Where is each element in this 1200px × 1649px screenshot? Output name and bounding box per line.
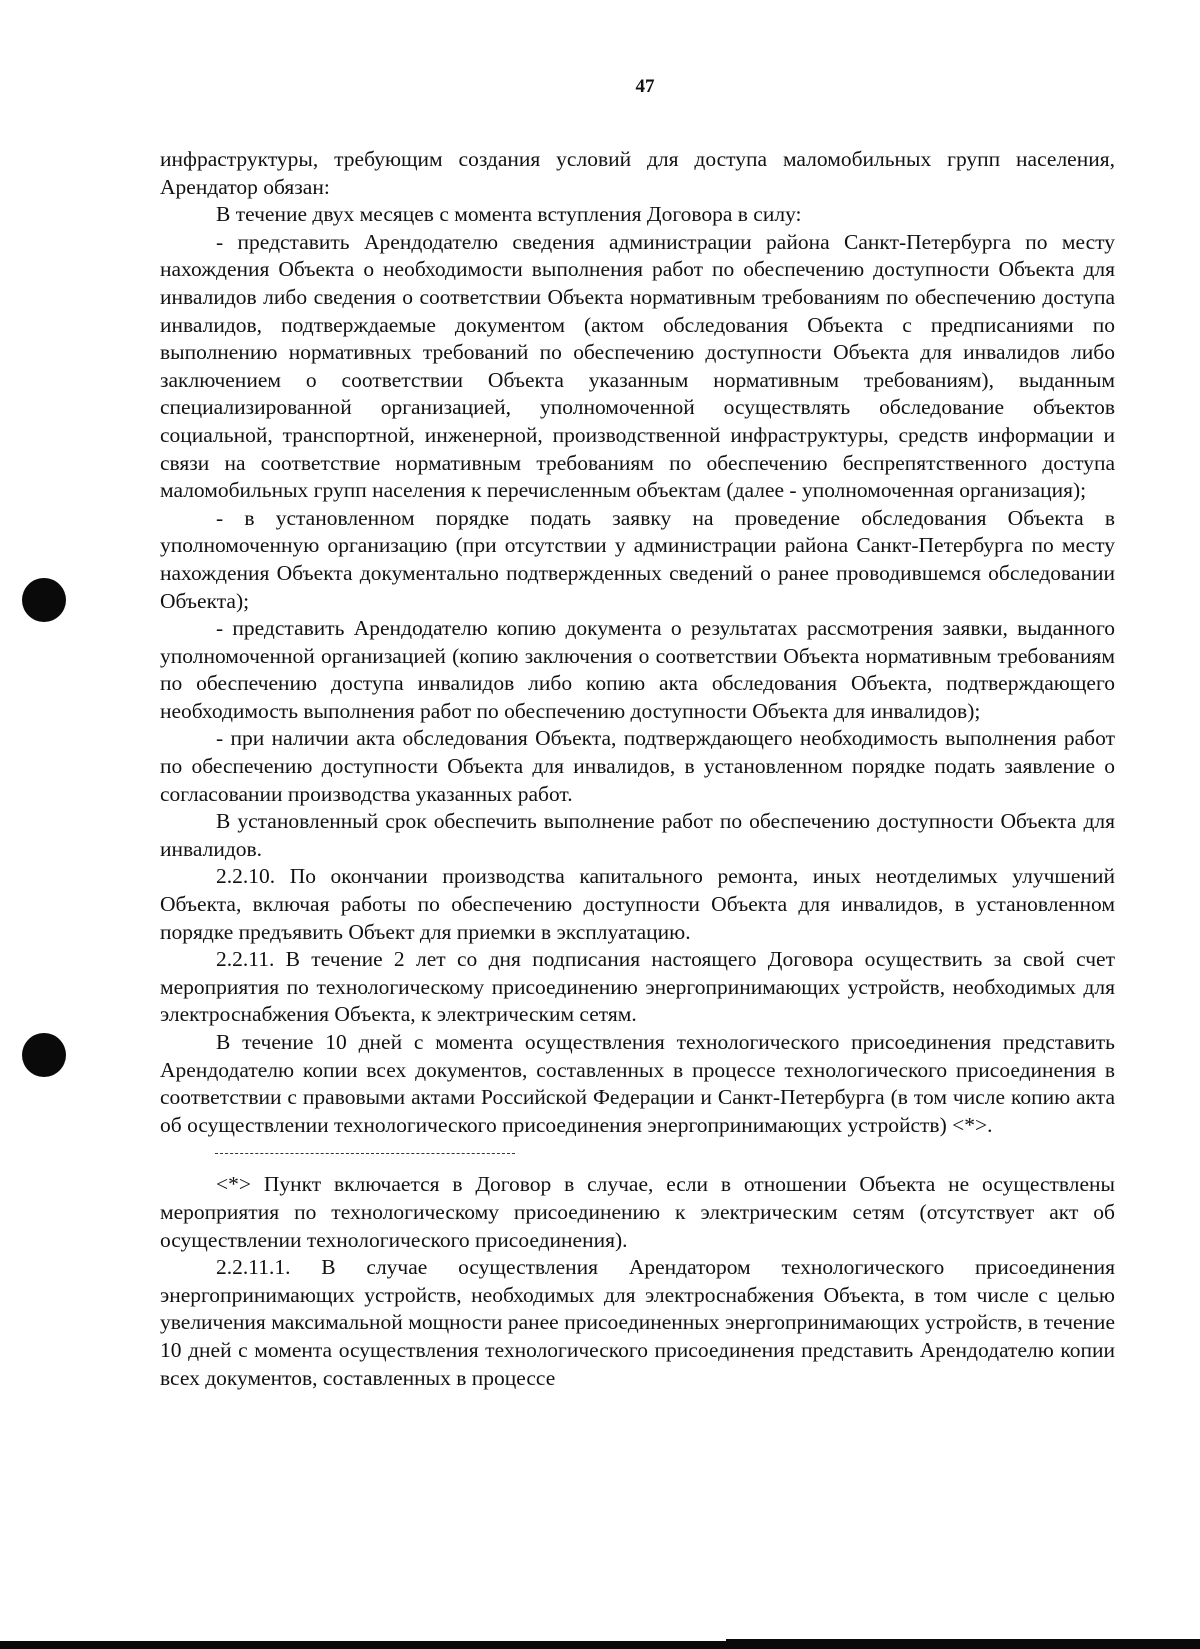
paragraph: инфраструктуры, требующим создания условий для доступа маломобильных групп населения, Арендатор обязан: <box>160 147 1115 199</box>
punch-hole <box>22 1033 66 1077</box>
scan-edge <box>0 1641 1200 1649</box>
paragraph: - в установленном порядке подать заявку на проведение обследования Объекта в уполномоченную организацию (при отсутствии у администрации района Санкт-Петербурга по месту нахождения Объекта документально подтвержденных сведений о ранее проводившемся обследовании Объекта); <box>160 505 1115 613</box>
page-number: 47 <box>635 76 655 97</box>
document-body <box>160 146 1115 1392</box>
paragraph: 2.2.11. В течение 2 лет со дня подписания настоящего Договора осуществить за свой счет мероприятия по технологическому присоединению энергопринимающих устройств, необходимых для электроснабжения Объекта, к электрическим сетям. <box>160 947 1115 1027</box>
paragraph: - представить Арендодателю копию документа о результатах рассмотрения заявки, выданного уполномоченной организацией (копию заключения о соответствии Объекта нормативным требованиям по обеспечению доступа инвалидов либо копию акта обследования Объекта, подтверждающего необходимость выполнения работ по обеспечению доступности Объекта для инвалидов); <box>160 616 1115 723</box>
footnote: <*> Пункт включается в Договор в случае, если в отношении Объекта не осуществлены мероприятия по технологическому присоединению к электрическим сетям (отсутствует акт об осуществлении технологического присоединения). <box>160 1172 1115 1252</box>
paragraph: 2.2.10. По окончании производства капитального ремонта, иных неотделимых улучшений Объекта, включая работы по обеспечению доступности Объекта для инвалидов, в установленном порядке предъявить Объект для приемки в эксплуатацию. <box>160 864 1115 944</box>
paragraph: В течение 10 дней с момента осуществления технологического присоединения представить Арендодателю копии всех документов, составленных в процессе технологического присоединения в соответствии с правовыми актами Российской Федерации и Санкт-Петербурга (в том числе копию акта об осуществлении технологического присоединения энергопринимающих устройств) <*>. <box>160 1030 1115 1137</box>
paragraph: - при наличии акта обследования Объекта, подтверждающего необходимость выполнения работ по обеспечению доступности Объекта для инвалидов, в установленном порядке подать заявление о согласовании производства указанных работ. <box>160 726 1115 806</box>
punch-hole <box>22 578 66 622</box>
paragraph: В установленный срок обеспечить выполнение работ по обеспечению доступности Объекта для инвалидов. <box>160 809 1115 861</box>
paragraph: - представить Арендодателю сведения администрации района Санкт-Петербурга по месту нахождения Объекта о необходимости выполнения работ по обеспечению доступности Объекта для инвалидов либо сведения о соответствии Объекта нормативным требованиям по обеспечению доступа инвалидов, подтверждаемые документом (актом обследования Объекта с предписаниями по выполнению нормативных требований по обеспечению доступности Объекта для инвалидов либо заключением о соответствии Объекта указанным нормативным требованиям), выданным специализированной организацией, уполномоченной осуществлять обследование объектов социальной, транспортной, инженерной, производственной инфраструктуры, средств информации и связи на соответствие нормативным требованиям по обеспечению беспрепятственного доступа маломобильных групп населения к перечисленным объектам (далее - уполномоченная организация); <box>160 229 1115 503</box>
footnote-separator <box>215 1153 515 1154</box>
paragraph: 2.2.11.1. В случае осуществления Арендатором технологического присоединения энергопринимающих устройств, необходимых для электроснабжения Объекта, в том числе с целью увеличения максимальной мощности ранее присоединенных энергопринимающих устройств, в течение 10 дней с момента осуществления технологического присоединения представить Арендодателю копии всех документов, составленных в процессе <box>160 1255 1115 1390</box>
paragraph: В течение двух месяцев с момента вступления Договора в силу: <box>216 202 802 227</box>
